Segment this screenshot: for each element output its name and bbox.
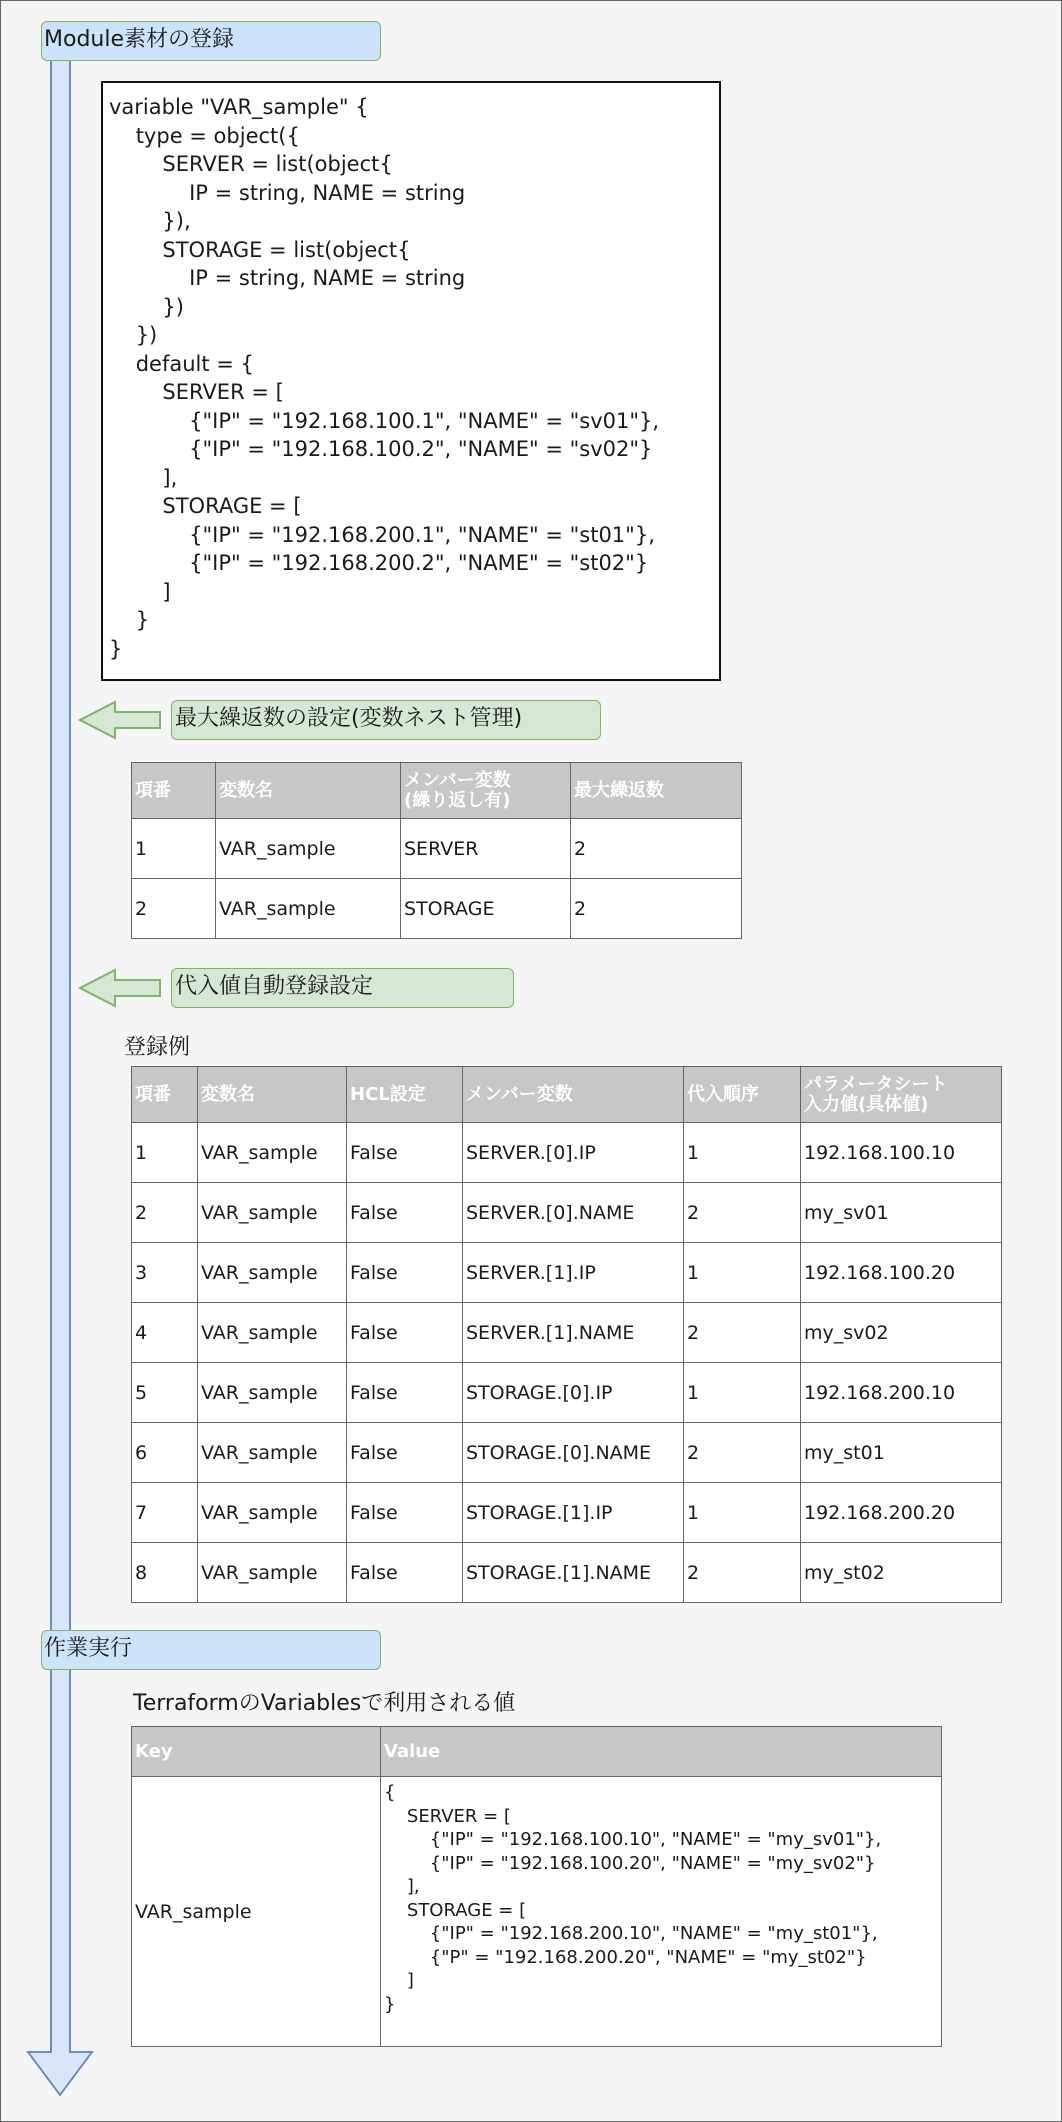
- cell: VAR_sample: [216, 879, 401, 939]
- variables-table: [131, 1726, 942, 2047]
- column-header: パラメータシート 入力値(具体値): [801, 1067, 1002, 1123]
- cell: 8: [132, 1543, 198, 1603]
- cell: 6: [132, 1423, 198, 1483]
- cell: False: [347, 1243, 463, 1303]
- column-header: HCL設定: [347, 1067, 463, 1123]
- cell: 2: [132, 879, 216, 939]
- cell: STORAGE: [401, 879, 571, 939]
- column-header: 項番: [132, 763, 216, 819]
- cell: 2: [684, 1423, 801, 1483]
- table-header-row: [132, 763, 742, 819]
- cell: STORAGE.[0].IP: [463, 1363, 684, 1423]
- cell: 1: [684, 1243, 801, 1303]
- cell: 7: [132, 1483, 198, 1543]
- cell: False: [347, 1483, 463, 1543]
- cell: SERVER: [401, 819, 571, 879]
- cell: 2: [132, 1183, 198, 1243]
- cell: STORAGE.[0].NAME: [463, 1423, 684, 1483]
- cell: VAR_sample: [198, 1243, 347, 1303]
- cell: False: [347, 1303, 463, 1363]
- cell: False: [347, 1183, 463, 1243]
- setting-auto-registration: 代入値自動登録設定: [171, 968, 514, 1008]
- cell: VAR_sample: [198, 1183, 347, 1243]
- cell: SERVER.[1].IP: [463, 1243, 684, 1303]
- cell: 4: [132, 1303, 198, 1363]
- key-cell: VAR_sample: [132, 1777, 381, 2047]
- table-row: [132, 819, 742, 879]
- table-header-row: [132, 1727, 942, 1777]
- cell: 192.168.100.10: [801, 1123, 1002, 1183]
- column-header: メンバー変数: [463, 1067, 684, 1123]
- cell: 2: [571, 879, 742, 939]
- value-cell: { SERVER = [ {"IP" = "192.168.100.10", "NAME" = "my_sv01"}, {"IP" = "192.168.100.20", "NAME" = "my_sv02"} ], STORAGE = [ {"IP" = "192.168.200.10", "NAME" = "my_st01"}, {"P" = "192.168.200.20", "NAME" = "my_st02"} ] }: [381, 1777, 942, 2047]
- cell: 2: [571, 819, 742, 879]
- cell: 2: [684, 1303, 801, 1363]
- cell: 5: [132, 1363, 198, 1423]
- cell: False: [347, 1543, 463, 1603]
- column-header: 項番: [132, 1067, 198, 1123]
- cell: 1: [684, 1483, 801, 1543]
- cell: 1: [132, 1123, 198, 1183]
- table-row: [132, 1483, 1002, 1543]
- cell: False: [347, 1363, 463, 1423]
- left-arrow-icon: [80, 702, 160, 738]
- example-label: 登録例: [124, 1035, 191, 1060]
- table-row: [132, 1777, 942, 2047]
- cell: 192.168.200.20: [801, 1483, 1002, 1543]
- cell: VAR_sample: [198, 1543, 347, 1603]
- cell: my_st01: [801, 1423, 1002, 1483]
- column-header: 代入順序: [684, 1067, 801, 1123]
- cell: SERVER.[0].IP: [463, 1123, 684, 1183]
- cell: VAR_sample: [198, 1303, 347, 1363]
- cell: VAR_sample: [198, 1123, 347, 1183]
- max-repeat-table: [131, 762, 742, 939]
- cell: False: [347, 1423, 463, 1483]
- table-row: [132, 1183, 1002, 1243]
- cell: SERVER.[0].NAME: [463, 1183, 684, 1243]
- cell: VAR_sample: [198, 1423, 347, 1483]
- table-row: [132, 1243, 1002, 1303]
- cell: False: [347, 1123, 463, 1183]
- cell: VAR_sample: [198, 1363, 347, 1423]
- table-row: [132, 1363, 1002, 1423]
- step-module-registration: Module素材の登録: [41, 21, 381, 61]
- column-header: 変数名: [198, 1067, 347, 1123]
- cell: SERVER.[1].NAME: [463, 1303, 684, 1363]
- cell: STORAGE.[1].IP: [463, 1483, 684, 1543]
- cell: 192.168.100.20: [801, 1243, 1002, 1303]
- auto-registration-table: [131, 1066, 1002, 1603]
- cell: 2: [684, 1543, 801, 1603]
- table-row: [132, 1123, 1002, 1183]
- terraform-code-block: variable "VAR_sample" { type = object({ SERVER = list(object{ IP = string, NAME = string }), STORAGE = list(object{ IP = string, NAME = string }) }) default = { SERVER = [ {"IP" = "192.168.100.1", "NAME" = "sv01"}, {"IP" = "192.168.100.2", "NAME" = "sv02"} ], STORAGE = [ {"IP" = "192.168.200.1", "NAME" = "st01"}, {"IP" = "192.168.200.2", "NAME" = "st02"} ] } }: [101, 81, 721, 681]
- table-row: [132, 1303, 1002, 1363]
- cell: 1: [684, 1123, 801, 1183]
- cell: my_sv02: [801, 1303, 1002, 1363]
- column-header: メンバー変数 (繰り返し有): [401, 763, 571, 819]
- table-row: [132, 879, 742, 939]
- left-arrow-icon: [80, 970, 160, 1006]
- step-job-execution: 作業実行: [41, 1630, 381, 1670]
- cell: 2: [684, 1183, 801, 1243]
- cell: 3: [132, 1243, 198, 1303]
- column-header: 最大繰返数: [571, 763, 742, 819]
- column-header: Key: [132, 1727, 381, 1777]
- cell: 1: [132, 819, 216, 879]
- variables-label: TerraformのVariablesで利用される値: [133, 1691, 516, 1716]
- cell: my_sv01: [801, 1183, 1002, 1243]
- cell: 1: [684, 1363, 801, 1423]
- cell: VAR_sample: [198, 1483, 347, 1543]
- cell: STORAGE.[1].NAME: [463, 1543, 684, 1603]
- table-header-row: [132, 1067, 1002, 1123]
- setting-max-repeat: 最大繰返数の設定(変数ネスト管理): [171, 700, 601, 740]
- table-row: [132, 1423, 1002, 1483]
- table-row: [132, 1543, 1002, 1603]
- cell: 192.168.200.10: [801, 1363, 1002, 1423]
- cell: VAR_sample: [216, 819, 401, 879]
- column-header: Value: [381, 1727, 942, 1777]
- column-header: 変数名: [216, 763, 401, 819]
- cell: my_st02: [801, 1543, 1002, 1603]
